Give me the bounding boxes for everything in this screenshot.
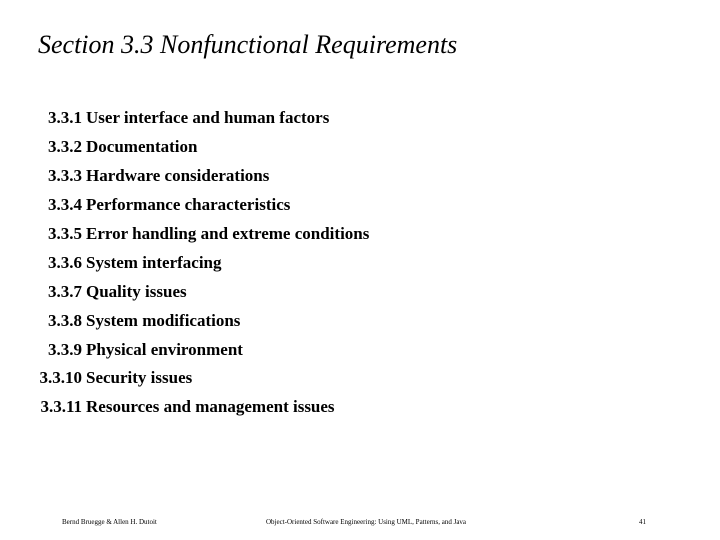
item-label: Performance characteristics bbox=[86, 195, 291, 215]
list-item bbox=[30, 393, 369, 422]
item-number: 3.3.10 bbox=[39, 368, 82, 388]
list-item bbox=[30, 104, 369, 133]
list-item bbox=[30, 191, 369, 220]
list-item bbox=[30, 277, 369, 306]
list-item bbox=[30, 364, 369, 393]
list-item bbox=[30, 335, 369, 364]
list-item bbox=[30, 248, 369, 277]
item-label: Documentation bbox=[86, 137, 198, 157]
item-label: System modifications bbox=[86, 310, 241, 330]
item-label: User interface and human factors bbox=[86, 108, 330, 128]
slide-title: Section 3.3 Nonfunctional Requirements bbox=[38, 30, 458, 59]
item-number: 3.3.11 bbox=[40, 397, 82, 417]
list-item bbox=[30, 162, 369, 191]
footer-page-number: 41 bbox=[639, 518, 646, 526]
item-label: System interfacing bbox=[86, 252, 222, 272]
item-number: 3.3.5 bbox=[48, 224, 82, 243]
footer-authors: Bernd Bruegge & Allen H. Dutoit bbox=[62, 518, 157, 526]
item-number: 3.3.6 bbox=[48, 252, 82, 272]
item-number: 3.3.8 bbox=[48, 310, 82, 330]
item-label: Physical environment bbox=[86, 339, 243, 359]
requirements-list bbox=[30, 104, 369, 422]
item-number: 3.3.7 bbox=[48, 281, 82, 301]
footer-book-title: Object-Oriented Software Engineering: Using UML, Patterns, and Java bbox=[266, 518, 467, 526]
item-label: Security issues bbox=[86, 368, 193, 388]
list-item bbox=[30, 220, 369, 249]
item-label: Resources and management issues bbox=[86, 397, 335, 417]
item-number: 3.3.9 bbox=[48, 339, 82, 359]
item-label: Error handling and extreme conditions bbox=[86, 224, 370, 243]
item-number: 3.3.4 bbox=[48, 195, 82, 215]
item-label: Quality issues bbox=[86, 281, 187, 301]
item-label: Hardware considerations bbox=[86, 166, 270, 186]
item-number: 3.3.3 bbox=[48, 166, 82, 186]
list-item bbox=[30, 306, 369, 335]
item-number: 3.3.2 bbox=[48, 137, 82, 157]
item-number: 3.3.1 bbox=[48, 108, 82, 128]
list-item bbox=[30, 133, 369, 162]
